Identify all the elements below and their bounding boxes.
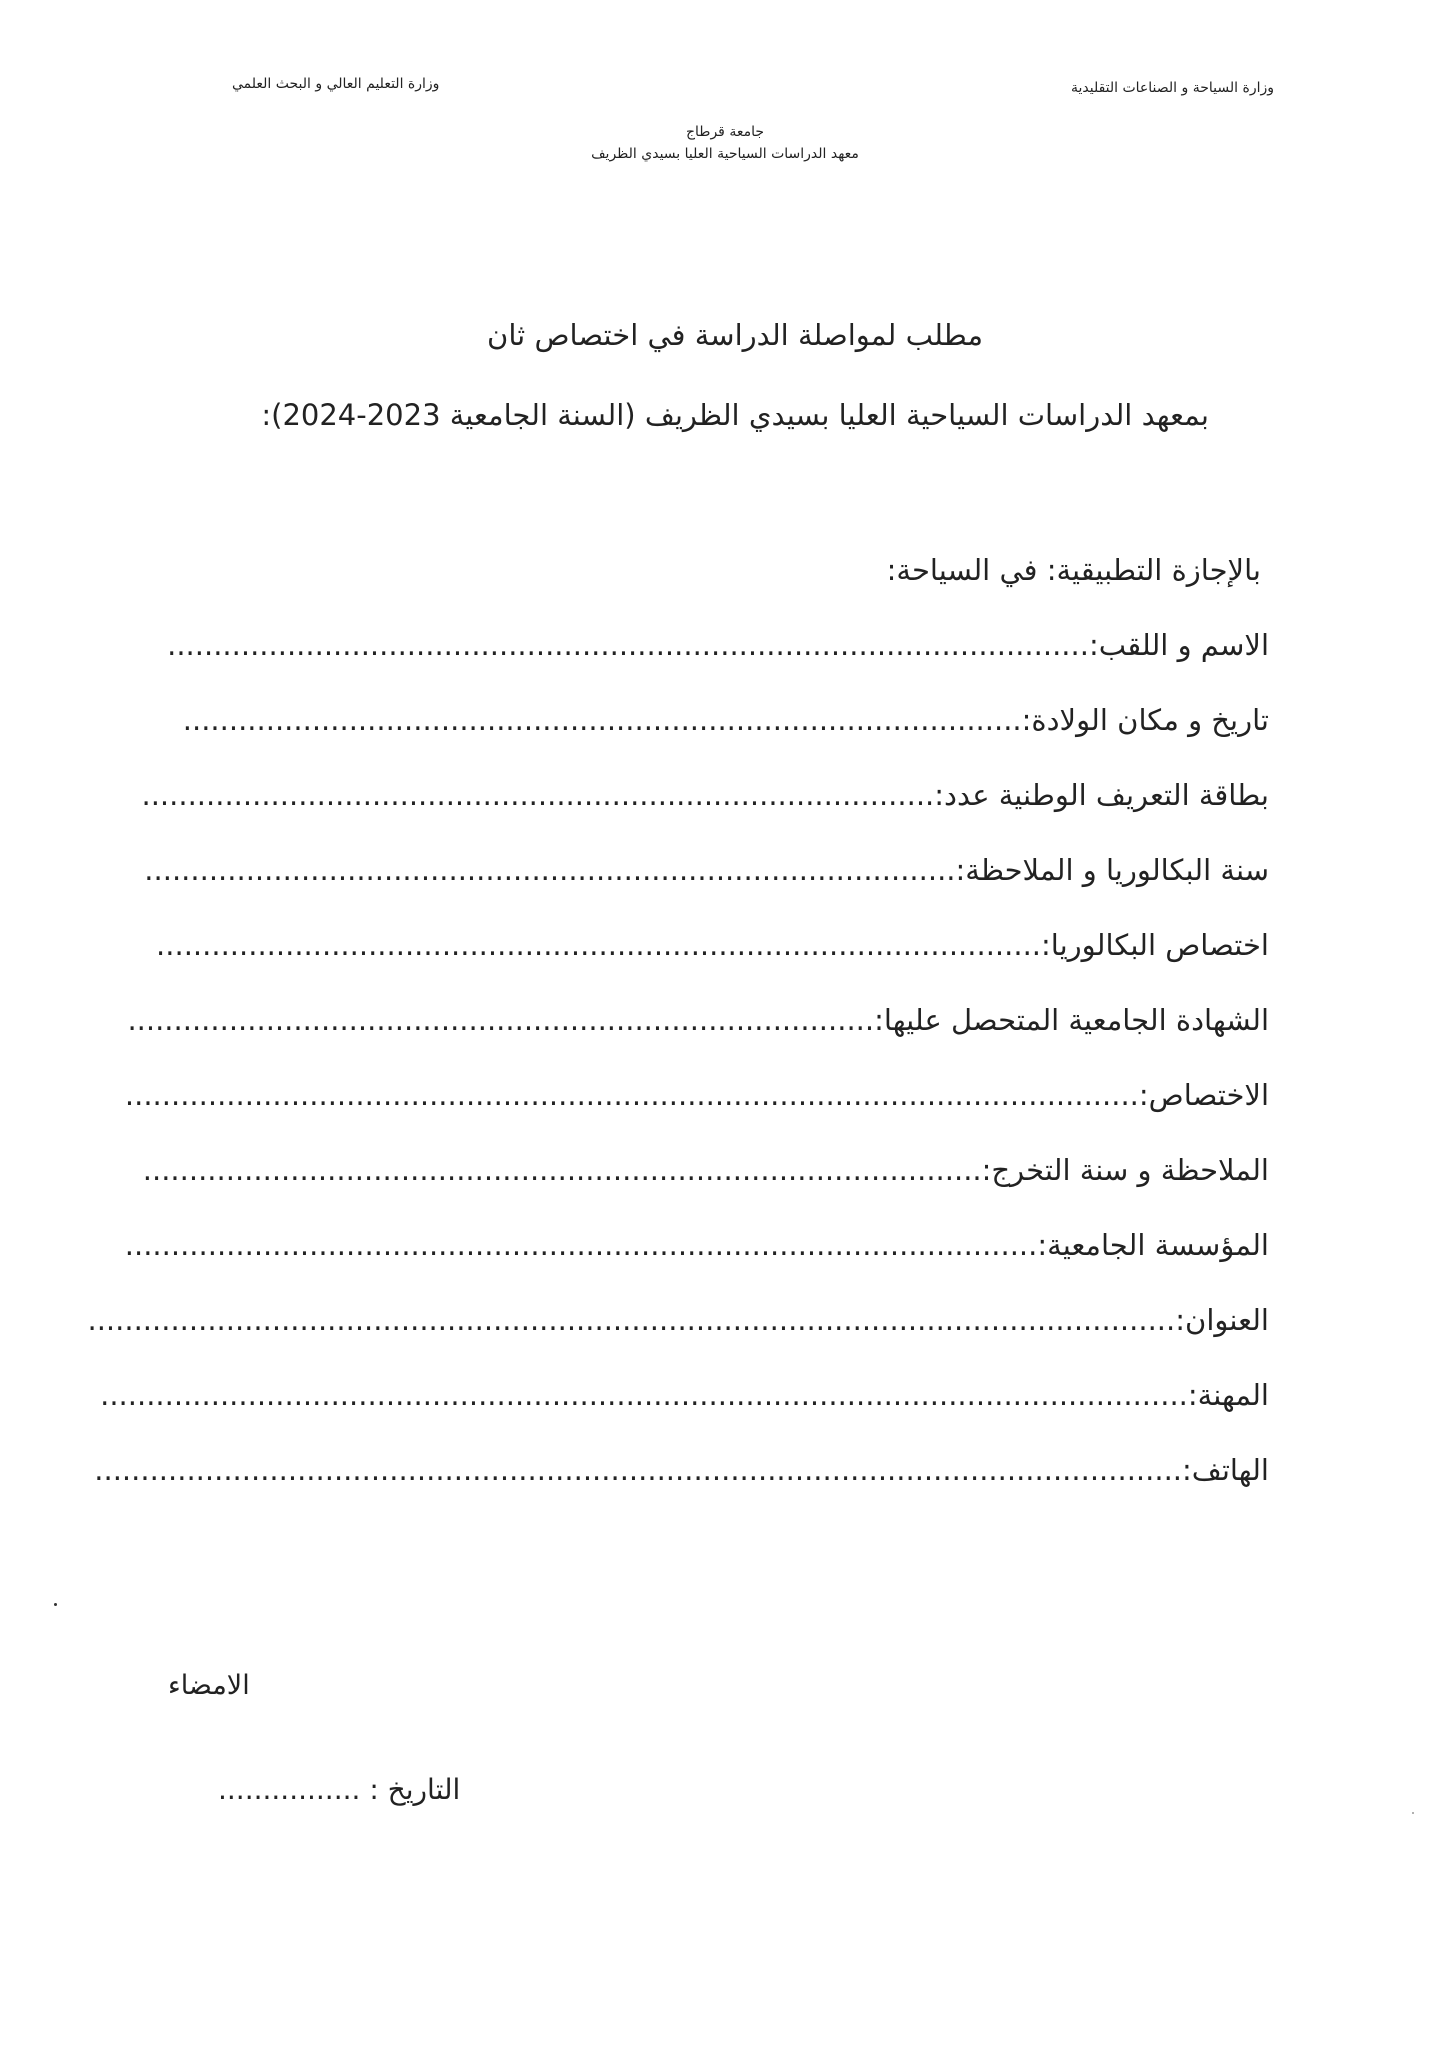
institute-name: معهد الدراسات السياحية العليا بسيدي الظريف (591, 146, 859, 162)
ministry-higher-education-label: وزارة التعليم العالي و البحث العلمي (232, 76, 440, 92)
signature-label: الامضاء (168, 1670, 250, 1701)
document-title-line-1: مطلب لمواصلة الدراسة في اختصاص ثان (487, 318, 983, 352)
field-label: الاسم و اللقب: (1088, 628, 1269, 662)
form-field-institution[interactable] (125, 1228, 1269, 1262)
date-label: التاريخ : (369, 1773, 461, 1806)
field-dots: ................................................................................. (127, 1003, 875, 1037)
form-field-phone[interactable] (94, 1453, 1269, 1487)
form-field-birth-date-place[interactable] (183, 703, 1269, 737)
date-dots: ................ (218, 1773, 361, 1806)
field-dots: ........................................................................................ (144, 853, 956, 887)
date-field[interactable] (218, 1773, 460, 1806)
document-title-line-2: بمعهد الدراسات السياحية العليا بسيدي الظريف (السنة الجامعية 2023-2024): (261, 398, 1209, 432)
field-dots: ...................................................................................................................... (94, 1453, 1183, 1487)
field-label: سنة البكالوريا و الملاحظة: (955, 853, 1269, 887)
field-dots: ........................................................................................... (142, 1153, 982, 1187)
form-field-profession[interactable] (100, 1378, 1269, 1412)
field-dots: ...................................................................................................................... (100, 1378, 1188, 1412)
field-label: تاريخ و مكان الولادة: (1021, 703, 1269, 737)
field-dots: ...................................................................................................................... (87, 1303, 1176, 1337)
field-label: بطاقة التعريف الوطنية عدد: (934, 778, 1269, 812)
form-field-bac-year-grade[interactable] (144, 853, 1269, 887)
scan-speck (54, 1603, 57, 1606)
form-field-university-degree[interactable] (127, 1003, 1269, 1037)
form-field-bac-specialty[interactable] (156, 928, 1269, 962)
field-label: الشهادة الجامعية المتحصل عليها: (874, 1003, 1269, 1037)
field-dots: .............................................................................................................. (124, 1078, 1139, 1112)
field-dots: .................................................................................................... (167, 628, 1089, 662)
form-field-national-id[interactable] (142, 778, 1270, 812)
form-field-grade-graduation-year[interactable] (143, 1153, 1269, 1187)
field-label: الملاحظة و سنة التخرج: (981, 1153, 1269, 1187)
form-field-full-name[interactable] (167, 628, 1269, 662)
field-dots: ...................................................................................... (141, 778, 935, 812)
field-label: العنوان: (1175, 1303, 1269, 1337)
field-label: الهاتف: (1182, 1453, 1269, 1487)
field-label: الاختصاص: (1138, 1078, 1269, 1112)
field-label: المهنة: (1187, 1378, 1269, 1412)
field-label: اختصاص البكالوريا: (1041, 928, 1269, 962)
field-dots: ........................................................................................... (182, 703, 1022, 737)
degree-label: بالإجازة التطبيقية: في السياحة: (886, 553, 1261, 587)
form-field-specialty[interactable] (125, 1078, 1269, 1112)
field-dots: ................................................................................................ (156, 928, 1041, 962)
field-label: المؤسسة الجامعية: (1037, 1228, 1269, 1262)
ministry-tourism-label: وزارة السياحة و الصناعات التقليدية (1070, 80, 1274, 96)
form-field-address[interactable] (87, 1303, 1269, 1337)
scan-speck (1412, 1812, 1414, 1814)
university-name: جامعة قرطاج (686, 124, 764, 140)
field-dots: ................................................................................................... (124, 1228, 1038, 1262)
